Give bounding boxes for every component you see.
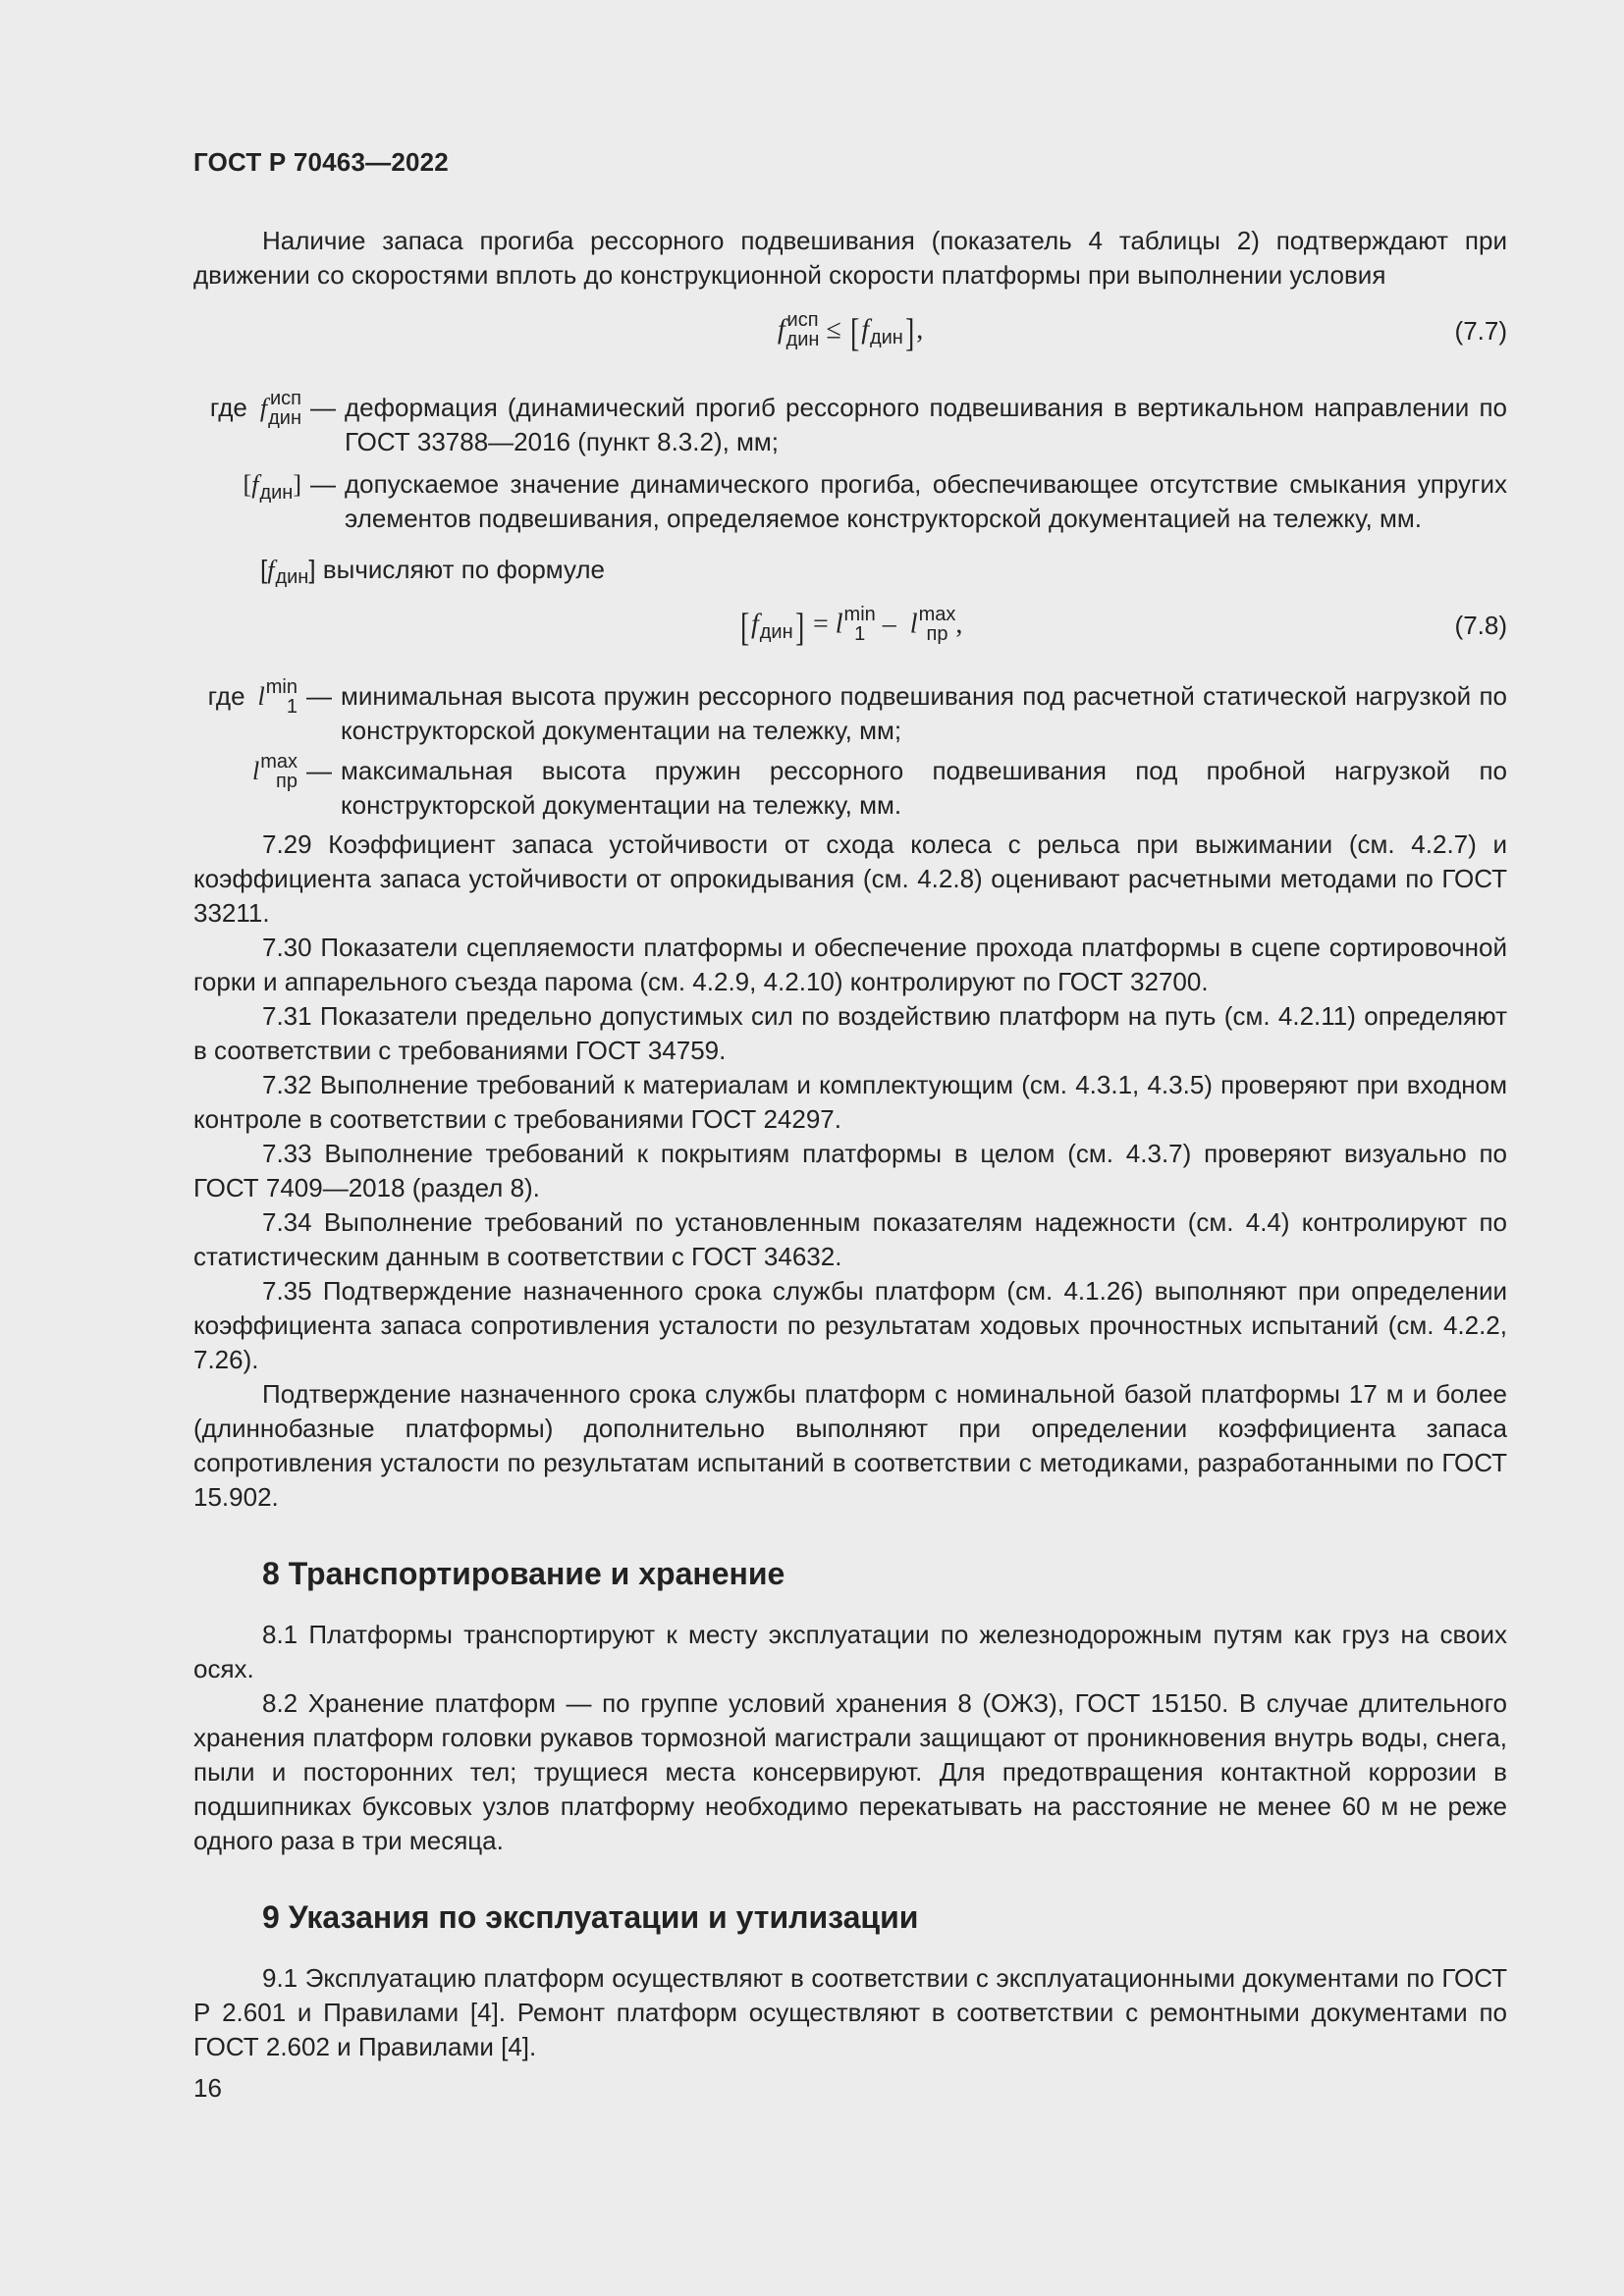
definition-item: где l min 1 — минимальная высота пружин рессорного подвешивания под расчетной статической нагрузкой по конструкторской документации на тележку, мм; [193, 679, 1507, 748]
definition-term: где f исп дин [209, 388, 301, 430]
definitions-7-7 [193, 388, 1507, 536]
paragraph-7-29: 7.29 Коэффициент запаса устойчивости от схода колеса с рельса при выжимании (см. 4.2.7) и коэффициента запаса устойчивости от опрокидывания (см. 4.2.8) оценивают расчетными методами по ГОСТ 33211. [193, 829, 1507, 928]
paragraph-7-31: 7.31 Показатели предельно допустимых сил по воздействию платформ на путь (см. 4.2.11) определяют в соответствии с требованиями ГОСТ 34759. [193, 1001, 1507, 1065]
definition-text: деформация (динамический прогиб рессорного подвешивания в вертикальном направлении по ГОСТ 33788—2016 (пункт 8.3.2), мм; [345, 393, 1507, 456]
definitions-7-8 [193, 676, 1507, 823]
definition-term: [f дин ] [243, 470, 301, 505]
intro-paragraph-block [193, 224, 1507, 293]
definition-item: [f дин ] — допускаемое значение динамического прогиба, обеспечивающее отсутствие смыкания упругих элементов подвешивания, определяемое конструкторской документацией на тележку, мм. [193, 467, 1507, 536]
document-header: ГОСТ Р 70463—2022 [193, 147, 449, 177]
definition-text: минимальная высота пружин рессорного подвешивания под расчетной статической нагрузкой по конструкторской документации на тележку, мм; [341, 681, 1507, 745]
definition-term: где l min 1 [207, 676, 298, 719]
section-9-heading: 9 Указания по эксплуатации и утилизации [262, 1899, 919, 1935]
formula-7-8-expression: [f дин ] = l min 1 – l max пр , [739, 604, 963, 650]
paragraph-7-32: 7.32 Выполнение требований к материалам и комплектующим (см. 4.3.1, 4.3.5) проверяют при входном контроле в соответствии с требованиями ГОСТ 24297. [193, 1070, 1507, 1134]
section-7-paragraphs [193, 828, 1507, 1515]
formula-7-7 [193, 309, 1507, 359]
intro-paragraph: Наличие запаса прогиба рессорного подвешивания (показатель 4 таблицы 2) подтверждают при движении со скоростями вплоть до конструкционной скорости платформы при выполнении условия [193, 226, 1507, 290]
paragraph-7-34: 7.34 Выполнение требований по установленным показателям надежности (см. 4.4) контролируют по статистическим данным в соответствии с ГОСТ 34632. [193, 1207, 1507, 1271]
formula-7-7-expression: f исп дин ≤ [f дин ], [777, 309, 924, 355]
paragraph-7-33: 7.33 Выполнение требований к покрытиям платформы в целом (см. 4.3.7) проверяют визуально по ГОСТ 7409—2018 (раздел 8). [193, 1139, 1507, 1202]
definition-term: l max пр [251, 751, 298, 793]
page-number: 16 [193, 2073, 222, 2103]
paragraph-9-1: 9.1 Эксплуатацию платформ осуществляют в соответствии с эксплуатационными документами по ГОСТ Р 2.601 и Правилами [4]. Ремонт платформ осуществляют в соответствии с ремонтными документами по ГОСТ 2.602 и Правилами [4]. [193, 1963, 1507, 2061]
paragraph-8-2: 8.2 Хранение платформ — по группе условий хранения 8 (ОЖЗ), ГОСТ 15150. В случае длительного хранения платформ головки рукавов тормозной магистрали защищают от проникновения внутрь воды, снега, пыли и посторонних тел; трущиеся места консервируют. Для предотвращения контактной коррозии в подшипниках буксовых узлов платформу необходимо перекатывать на расстояние не менее 60 м не реже одного раза в три месяца. [193, 1688, 1507, 1855]
paragraph-8-1: 8.1 Платформы транспортируют к месту эксплуатации по железнодорожным путям как груз на своих осях. [193, 1620, 1507, 1683]
section-9-paragraphs [193, 1961, 1507, 2064]
definition-item: l max пр — максимальная высота пружин рессорного подвешивания под пробной нагрузкой по конструкторской документации на тележку, мм. [193, 754, 1507, 823]
formula-7-8-number: (7.8) [1454, 611, 1507, 640]
paragraph-7-35: 7.35 Подтверждение назначенного срока службы платформ (см. 4.1.26) выполняют при определении коэффициента запаса сопротивления усталости по результатам ходовых прочностных испытаний (см. 4.2.2, 7.26). [193, 1276, 1507, 1374]
formula-7-7-number: (7.7) [1454, 316, 1507, 346]
definition-text: допускаемое значение динамического прогиба, обеспечивающее отсутствие смыкания упругих элементов подвешивания, определяемое конструкторской документацией на тележку, мм. [345, 469, 1507, 533]
section-8-paragraphs [193, 1618, 1507, 1858]
paragraph-7-30: 7.30 Показатели сцепляемости платформы и обеспечение прохода платформы в сцепе сортировочной горки и аппарельного съезда парома (см. 4.2.9, 4.2.10) контролируют по ГОСТ 32700. [193, 933, 1507, 996]
calc-line: [f дин ] вычисляют по формуле [260, 555, 606, 589]
definition-item: где f исп дин — деформация (динамический прогиб рессорного подвешивания в вертикальном направлении по ГОСТ 33788—2016 (пункт 8.3.2), мм; [193, 391, 1507, 459]
definition-text: максимальная высота пружин рессорного подвешивания под пробной нагрузкой по конструкторской документации на тележку, мм. [341, 756, 1507, 820]
section-8-heading: 8 Транспортирование и хранение [262, 1556, 785, 1591]
paragraph-7-35-continuation: Подтверждение назначенного срока службы платформ с номинальной базой платформы 17 м и более (длиннобазные платформы) дополнительно выполняют при определении коэффициента запаса сопротивления усталости по результатам испытаний в соответствии с методиками, разработанными по ГОСТ 15.902. [193, 1379, 1507, 1512]
formula-7-8 [193, 604, 1507, 654]
